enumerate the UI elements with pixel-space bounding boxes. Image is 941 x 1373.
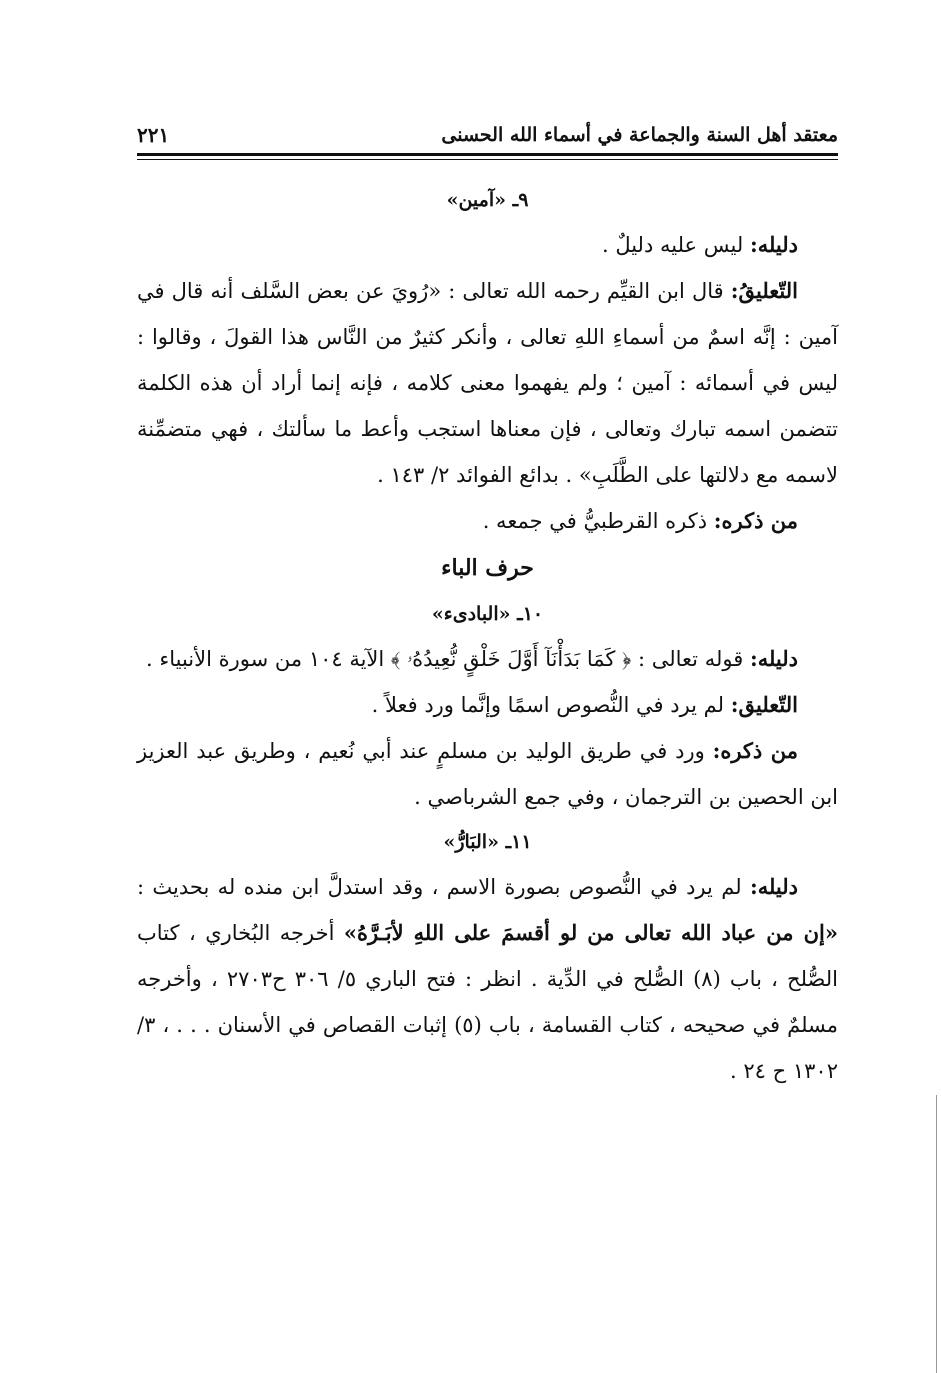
mentioned-text: ذكره القرطبيُّ في جمعه .: [482, 509, 714, 533]
amin-comment: [137, 268, 838, 498]
header-rule-thin: [137, 159, 838, 160]
page-body: [137, 178, 838, 1094]
amin-evidence: [137, 222, 838, 268]
letter-section-heading: حرف الباء: [441, 555, 534, 581]
entry-heading-barr: ١١ـ «البَارُّ»: [443, 831, 532, 853]
hadith-quote: «إن من عباد الله تعالى من لو أقسمَ على اللهِ لأبَـرَّهُ»: [343, 920, 838, 945]
mentioned-text: ورد في طريق الوليد بن مسلمٍ عند أبي نُعيم ، وطريق عبد العزيز ابن الحصين بن الترجمان ، وفي جمع الشرباصي .: [137, 739, 838, 809]
evidence-text: ليس عليه دليلٌ .: [601, 233, 750, 257]
mentioned-label: من ذكره:: [713, 508, 798, 533]
mentioned-label: من ذكره:: [712, 738, 798, 763]
comment-text: قال ابن القيِّم رحمه الله تعالى : «رُويَ عن بعض السَّلف أنه قال في آمين : إنَّه اسمٌ من أسماءِ اللهِ تعالى ، وأنكر كثيرٌ من النَّاس هذا القولَ ، وقالوا : ليس في أسمائه : آمين ؛ ولم يفهموا معنى كلامه ، فإنه إنما أراد أن هذه الكلمة تتضمن اسمه تبارك وتعالى ، فإن معناها استجب وأعط ما سألتك ، فهي متضمِّنة لاسمه مع دلالتها على الطَّلَبِ» . بدائع الفوائد ٢/ ١٤٣ .: [137, 279, 838, 487]
evidence-text-part2: أخرجه البُخاري ، كتاب الصُّلح ، باب (٨) الصُّلح في الدِّية . انظر : فتح الباري ٥/ ٣٠٦ ح٢٧٠٣ ، وأخرجه مسلمٌ في صحيحه ، كتاب القسامة ، باب (٥) إثبات القصاص في الأسنان . . . ، ٣/ ١٣٠٢ ح ٢٤ .: [137, 921, 839, 1083]
evidence-text-part1: لم يرد في النُّصوص بصورة الاسم ، وقد استدلَّ ابن منده له بحديث :: [137, 875, 750, 899]
page-header: [137, 117, 838, 153]
comment-label: التّعليق:: [730, 692, 798, 717]
evidence-label: دليله:: [749, 232, 798, 257]
badi-comment: [137, 682, 838, 728]
amin-mentioned-by: [137, 498, 838, 544]
comment-label: التّعليقُ:: [730, 278, 798, 303]
entry-heading-badi: ١٠ـ «البادىء»: [431, 603, 544, 625]
comment-text: لم يرد في النُّصوص اسمًا وإنَّما ورد فعلاً .: [371, 693, 731, 717]
page-number: ٢٢١: [137, 123, 170, 147]
running-title: معتقد أهل السنة والجماعة في أسماء الله الحسنى: [441, 124, 838, 146]
barr-evidence: [137, 864, 838, 1094]
scan-edge-line: [936, 1095, 937, 1373]
evidence-label: دليله:: [749, 874, 798, 899]
entry-heading-amin: ٩ـ «آمين»: [446, 189, 529, 211]
header-rule-thick: [137, 153, 838, 156]
badi-mentioned-by: [137, 728, 838, 820]
badi-evidence: [137, 636, 838, 682]
evidence-text: قوله تعالى : ﴿ كَمَا بَدَأْنَآ أَوَّلَ خَلْقٍ نُّعِيدُهُۥ ﴾ الآية ١٠٤ من سورة الأنبياء .: [146, 647, 750, 671]
evidence-label: دليله:: [749, 646, 798, 671]
